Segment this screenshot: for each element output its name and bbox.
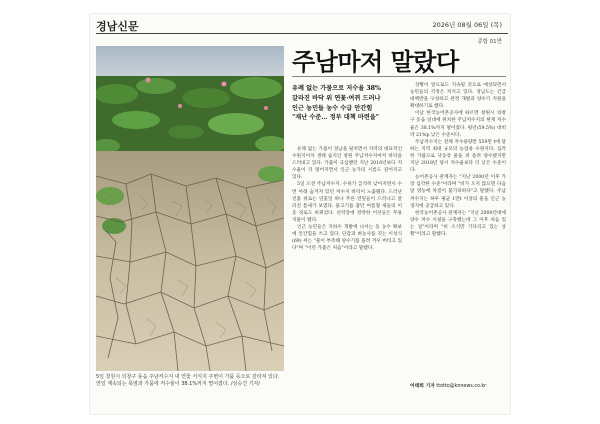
body-paragraph: 인근 농민들은 지하수 개발에 나서는 등 농수 확보에 안간힘을 쓰고 있다. 단감과 벼농사를 짓는 이성식(69) 씨는 "물이 부족해 양수기를 돌려 겨우 버티고 있다"며 "이런 가뭄은 처음"이라고 말했다. xyxy=(292,225,402,252)
dateline: 2026년 08월 06일 (목) xyxy=(432,21,502,29)
body-paragraph: 유례 없는 가뭄이 경남을 덮치면서 지역의 대표적인 수원지이자 생태 습지인 창원 주남저수지마저 바닥을 드러내고 있다. 가뭄이 극심했던 지난 2018년보다 저수율이 더 떨어지면서 인근 농가의 시름도 깊어지고 있다. xyxy=(292,147,402,181)
subheadline xyxy=(292,84,402,123)
dry-reservoir-photo xyxy=(96,46,284,371)
body-paragraph: 한국농어촌공사 관계자는 "지난 2000년대에 양수 저수 시설을 구축했는데 그 이후 처음 있는 일"이라며 "비 소식만 기다리고 있는 상황"이라고 말했다. xyxy=(410,210,506,237)
body-paragraph: 상황이 앞으로도 지속될 것으로 예상되면서 농민들의 걱정은 커지고 있다. 경남도는 긴급 대책반을 구성하고 관정 개발과 양수기 지원을 확대하기로 했다. xyxy=(410,83,506,110)
headline-rule xyxy=(292,76,506,77)
body-paragraph: 5일 오전 주남저수지. 수위가 급격히 낮아지면서 수면 아래 숨겨져 있던 저수지 바닥이 노출됐다. 드러난 진흙 위로는 연꽃잎 하나 푸른 연잎들이 드러나고 갈라진 틈새가 보였다. 물고기를 잡던 여름철 새들의 이동 경로도 바뀌었다. 선착장에 정박한 어선들은 무용지물이 됐다. xyxy=(292,182,402,223)
byline xyxy=(410,382,506,389)
headline: 주남마저 말랐다 xyxy=(292,48,459,76)
subhead-line: 유례 없는 가뭄으로 저수율 38% xyxy=(292,85,381,92)
photo-caption: 5일 창원시 의창구 동읍 주남저수지 내 연꽃 서식지 주변이 가뭄 등으로 갈라져 있다. 연일 계속되는 폭염과 가뭄에 저수율이 38.1%까지 떨어졌다. /성승건 기자/ xyxy=(96,374,280,387)
byline-reporter: 어태희 기자 xyxy=(410,384,435,389)
masthead: 경남신문 xyxy=(96,20,139,33)
subhead-line: 인근 농민들 농수 수급 안간힘 xyxy=(292,104,373,112)
subhead-line: "재난 수준… 정부 대책 마련을" xyxy=(292,114,379,122)
body-paragraph: 농어촌공사 관계자는 "지난 2000년 이후 가장 심각한 수준"이라며 "비가 오지 않으면 다음 달 영농에 차질이 불가피하다"고 말했다. 주남저수지는 하루 평균 1만t 이상의 물을 인근 농경지에 공급하고 있다. xyxy=(410,175,506,209)
body-paragraph: 주남저수지는 전체 저수용량만 559만 t에 달하는 지역 최대 규모의 농업용 수원지다. 심각한 가뭄으로 낙동강 물을 퍼 올려 양수했지만 지난 2018년 당시 저수율보다 더 낮은 수준이다. xyxy=(410,139,506,174)
subhead-line: 갈라진 바닥 위 연꽃·여뀌 드러나 xyxy=(292,94,381,102)
body-paragraph: 이날 한국농어촌공사에 따르면 창원시 의창구 동읍 일대에 위치한 주남저수지의 현재 저수율은 38.1%까지 떨어졌다. 평년(59.5%) 대비 약 21%p 낮은 수준이다. xyxy=(410,111,506,138)
article-column-right xyxy=(410,82,506,378)
article-column-left xyxy=(292,146,402,416)
section-label: 종합 01면 xyxy=(477,39,502,45)
byline-email[interactable]: ttotto@knnews.co.kr xyxy=(436,384,487,389)
news-photo xyxy=(96,46,284,371)
top-rule xyxy=(96,33,508,34)
